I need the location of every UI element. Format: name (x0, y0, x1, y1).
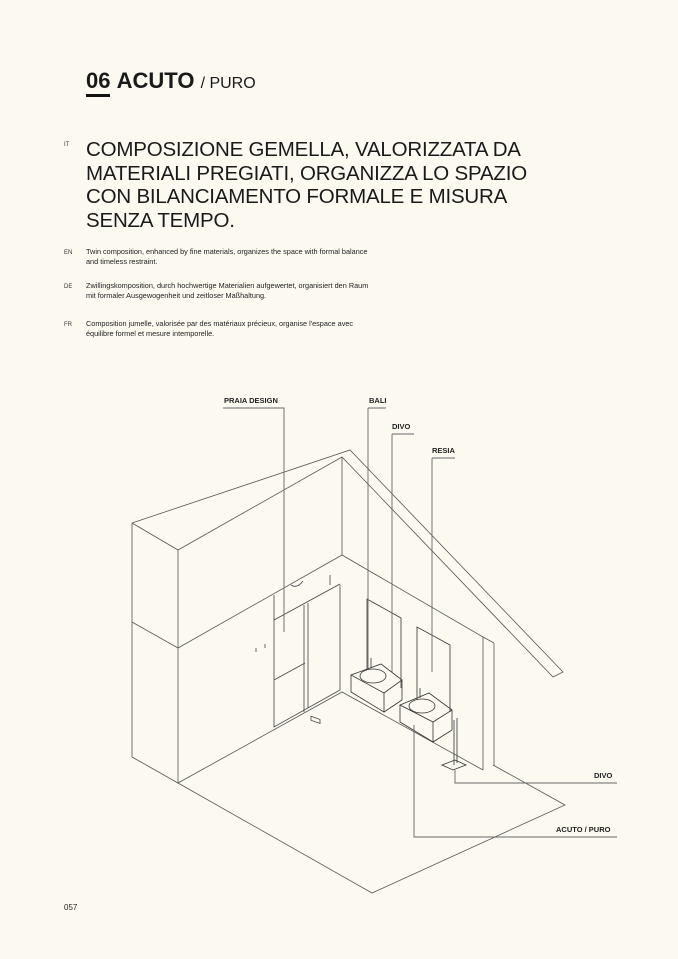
lang-code-fr: FR (64, 322, 72, 328)
vanity-left (351, 599, 402, 712)
section-number: 06 (86, 68, 110, 97)
lang-code-de: DE (64, 284, 73, 290)
floor-back-edge (132, 692, 483, 783)
shower-enclosure (256, 575, 340, 727)
description-en: Twin composition, enhanced by fine materials, organizes the space with formal balance and timeless restraint. (86, 247, 368, 266)
roof-outline (132, 450, 563, 677)
label-praia-design: PRAIA DESIGN (224, 396, 278, 405)
label-divo-bottom: DIVO (594, 771, 613, 780)
floor-outline (178, 765, 565, 893)
description-de: Zwillingskomposition, durch hochwertige Materialien aufgewertet, organisiert den Raum mit formaler Ausgewogenheit und zeitloser Maßhaltung. (86, 281, 369, 300)
label-resia: RESIA (432, 446, 455, 455)
section-name: ACUTO (116, 68, 195, 93)
post-edge (483, 637, 494, 643)
vanity-right (400, 627, 466, 770)
page-number: 057 (64, 903, 78, 912)
label-divo-top: DIVO (392, 422, 411, 431)
description-fr: Composition jumelle, valorisée par des matériaux précieux, organise l'espace avec équilibre formel et mesure intemporelle. (86, 319, 354, 338)
lang-code-it: IT (64, 142, 70, 148)
label-acuto-puro: ACUTO / PURO (556, 825, 611, 834)
description-it: COMPOSIZIONE GEMELLA, VALORIZZATA DA MATERIALI PREGIATI, ORGANIZZA LO SPAZIO CON BILANCIAMENTO FORMALE E MISURA SENZA TEMPO. (86, 138, 527, 232)
lang-code-en: EN (64, 250, 73, 256)
label-bali: BALI (369, 396, 387, 405)
section-subtitle: / PURO (200, 75, 256, 92)
